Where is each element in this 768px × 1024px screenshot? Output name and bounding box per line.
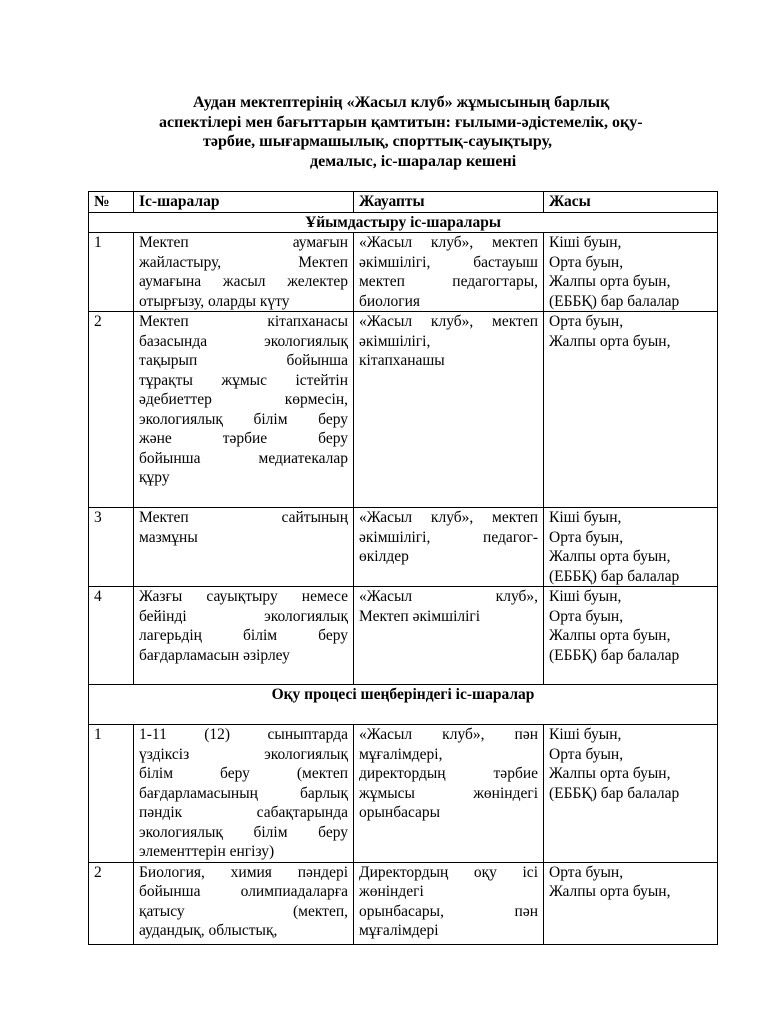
responsible-cell-line: мұғалімдері, bbox=[359, 745, 443, 763]
section-title: Оқу процесі шеңберіндегі іс-шаралар bbox=[89, 685, 718, 725]
responsible-cell-line: «Жасыл клуб», мектеп bbox=[359, 509, 538, 526]
responsible-cell-line: мұғалімдері bbox=[359, 922, 439, 939]
responsible-cell-line: Мектеп әкімшілігі bbox=[359, 607, 481, 625]
age-cell-line: Кіші буын, bbox=[549, 726, 622, 743]
title-line-2: аспектілері мен бағыттарын қамтитын: ғылыми-әдістемелік, оқу- bbox=[159, 113, 643, 131]
age-cell-line: (ЕББҚ) бар балалар bbox=[549, 646, 680, 664]
responsible-cell-line: орынбасары, пән bbox=[359, 902, 538, 920]
activity-cell-line: отырғызу, оларды күту bbox=[139, 292, 290, 310]
age-cell-line: Орта буын, bbox=[549, 528, 624, 546]
age-cell bbox=[544, 587, 718, 685]
activity-cell-line: үздіксіз экологиялық bbox=[139, 745, 348, 763]
table-row bbox=[89, 587, 718, 685]
age-cell bbox=[544, 725, 718, 863]
activity-cell-line: аудандық, облыстық, bbox=[139, 922, 278, 939]
title-line-4: демалыс, іс-шаралар кешені bbox=[310, 152, 517, 170]
responsible-cell-line: кітапханашы bbox=[359, 352, 445, 369]
row-number: 2 bbox=[89, 862, 134, 944]
activity-cell-line: және тәрбие беру bbox=[139, 430, 348, 447]
age-cell bbox=[544, 862, 718, 944]
row-number: 1 bbox=[89, 233, 134, 312]
activity-cell-line: бойынша олимпиадаларға bbox=[139, 883, 348, 900]
responsible-cell bbox=[354, 587, 544, 685]
header-age: Жасы bbox=[544, 192, 718, 213]
responsible-cell bbox=[354, 312, 544, 508]
activity-cell-line: тұрақты жұмыс істейтін bbox=[139, 371, 348, 389]
age-cell-line: (ЕББҚ) бар балалар bbox=[549, 567, 680, 585]
section-row-educational bbox=[89, 685, 718, 725]
activity-cell-line: жайластыру, Мектеп bbox=[139, 253, 348, 271]
age-cell-line: Орта буын, bbox=[549, 607, 624, 625]
age-cell-line: Жалпы орта буын, bbox=[549, 332, 671, 350]
activity-cell-line: әдебиеттер көрмесін, bbox=[139, 391, 348, 408]
activity-cell-line: Биология, химия пәндері bbox=[139, 863, 348, 881]
activity-cell-line: лагерьдің білім беру bbox=[139, 627, 348, 644]
age-cell-line: Жалпы орта буын, bbox=[549, 273, 671, 290]
activity-cell-line: бойынша медиатекалар bbox=[139, 449, 348, 467]
activity-cell-line: тақырып бойынша bbox=[139, 352, 348, 369]
row-number: 2 bbox=[89, 312, 134, 508]
header-responsible: Жауапты bbox=[354, 192, 544, 213]
row-number: 1 bbox=[89, 725, 134, 863]
table-row bbox=[89, 233, 718, 312]
activity-cell-line: Мектеп аумағын bbox=[139, 234, 348, 251]
document-title bbox=[90, 93, 690, 171]
activity-cell-line: білім беру (мектеп bbox=[139, 765, 348, 782]
age-cell-line: Жалпы орта буын, bbox=[549, 765, 671, 782]
responsible-cell bbox=[354, 725, 544, 863]
responsible-cell-line: әкімшілігі, bbox=[359, 332, 431, 350]
responsible-cell bbox=[354, 862, 544, 944]
responsible-cell-line: жөніндегі bbox=[359, 883, 424, 900]
age-cell bbox=[544, 312, 718, 508]
responsible-cell-line: «Жасыл клуб», мектеп bbox=[359, 234, 538, 251]
responsible-cell-line: «Жасыл клуб», bbox=[359, 588, 538, 605]
age-cell-line: Орта буын, bbox=[549, 253, 624, 271]
section-title: Ұйымдастыру іс-шаралары bbox=[89, 212, 718, 233]
responsible-cell-line: директордың тәрбие bbox=[359, 765, 538, 782]
age-cell-line: Орта буын, bbox=[549, 313, 624, 330]
table-header-row bbox=[89, 192, 718, 213]
activity-cell-line: экологиялық білім беру bbox=[139, 410, 348, 428]
age-cell-line: Жалпы орта буын, bbox=[549, 627, 671, 644]
responsible-cell bbox=[354, 508, 544, 587]
activity-cell-line: аумағына жасыл желектер bbox=[139, 273, 348, 290]
header-number: № bbox=[89, 192, 134, 213]
responsible-cell-line: Директордың оқу ісі bbox=[359, 863, 538, 881]
activity-cell-line: 1-11 (12) сыныптарда bbox=[139, 726, 348, 743]
table-row bbox=[89, 508, 718, 587]
header-activities: Іс-шаралар bbox=[134, 192, 354, 213]
section-row-organizational bbox=[89, 212, 718, 233]
responsible-cell-line: әкімшілігі, педагог- bbox=[359, 528, 538, 546]
responsible-cell-line: «Жасыл клуб», мектеп bbox=[359, 313, 538, 330]
responsible-cell-line: мектеп педагогтары, bbox=[359, 273, 538, 290]
age-cell-line: (ЕББҚ) бар балалар bbox=[549, 784, 680, 802]
activity-cell bbox=[134, 725, 354, 863]
age-cell-line: Орта буын, bbox=[549, 745, 624, 763]
activity-cell-line: Мектеп сайтының bbox=[139, 509, 348, 526]
row-number: 4 bbox=[89, 587, 134, 685]
table-row bbox=[89, 312, 718, 508]
activity-cell bbox=[134, 312, 354, 508]
age-cell-line: Кіші буын, bbox=[549, 588, 622, 605]
activity-cell-line: базасында экологиялық bbox=[139, 332, 348, 350]
row-number: 3 bbox=[89, 508, 134, 587]
age-cell bbox=[544, 233, 718, 312]
activity-cell-line: бейінді экологиялық bbox=[139, 607, 348, 625]
table-row bbox=[89, 725, 718, 863]
activity-cell bbox=[134, 587, 354, 685]
age-cell-line: Жалпы орта буын, bbox=[549, 883, 671, 900]
title-line-3: тәрбие, шығармашылық, спорттық-сауықтыру, bbox=[203, 133, 552, 150]
table-row bbox=[89, 862, 718, 944]
activity-cell-line: Жазғы сауықтыру немесе bbox=[139, 588, 348, 605]
responsible-cell-line: әкімшілігі, бастауыш bbox=[359, 253, 538, 271]
responsible-cell-line: өкілдер bbox=[359, 548, 409, 565]
responsible-cell bbox=[354, 233, 544, 312]
age-cell-line: Орта буын, bbox=[549, 863, 624, 881]
responsible-cell-line: биология bbox=[359, 292, 420, 310]
activity-cell-line: пәндік сабақтарында bbox=[139, 804, 348, 821]
age-cell-line: Кіші буын, bbox=[549, 509, 622, 526]
title-line-1: Аудан мектептерінің «Жасыл клуб» жұмысының барлық bbox=[193, 94, 610, 111]
events-table bbox=[88, 191, 718, 945]
responsible-cell-line: «Жасыл клуб», пән bbox=[359, 726, 538, 743]
activity-cell bbox=[134, 233, 354, 312]
age-cell-line: Жалпы орта буын, bbox=[549, 548, 671, 565]
activity-cell bbox=[134, 862, 354, 944]
activity-cell-line: бағдарламасының барлық bbox=[139, 784, 348, 802]
activity-cell-line: Мектеп кітапханасы bbox=[139, 313, 348, 330]
activity-cell-line: қатысу (мектеп, bbox=[139, 902, 348, 920]
age-cell bbox=[544, 508, 718, 587]
activity-cell-line: құру bbox=[139, 469, 170, 486]
age-cell-line: Кіші буын, bbox=[549, 234, 622, 251]
activity-cell-line: бағдарламасын әзірлеу bbox=[139, 646, 290, 664]
activity-cell-line: мазмұны bbox=[139, 528, 198, 546]
activity-cell-line: экологиялық білім беру bbox=[139, 823, 348, 841]
age-cell-line: (ЕББҚ) бар балалар bbox=[549, 292, 680, 310]
responsible-cell-line: орынбасары bbox=[359, 804, 441, 821]
activity-cell bbox=[134, 508, 354, 587]
responsible-cell-line: жұмысы жөніндегі bbox=[359, 784, 538, 802]
activity-cell-line: элементтерін енгізу) bbox=[139, 843, 275, 860]
